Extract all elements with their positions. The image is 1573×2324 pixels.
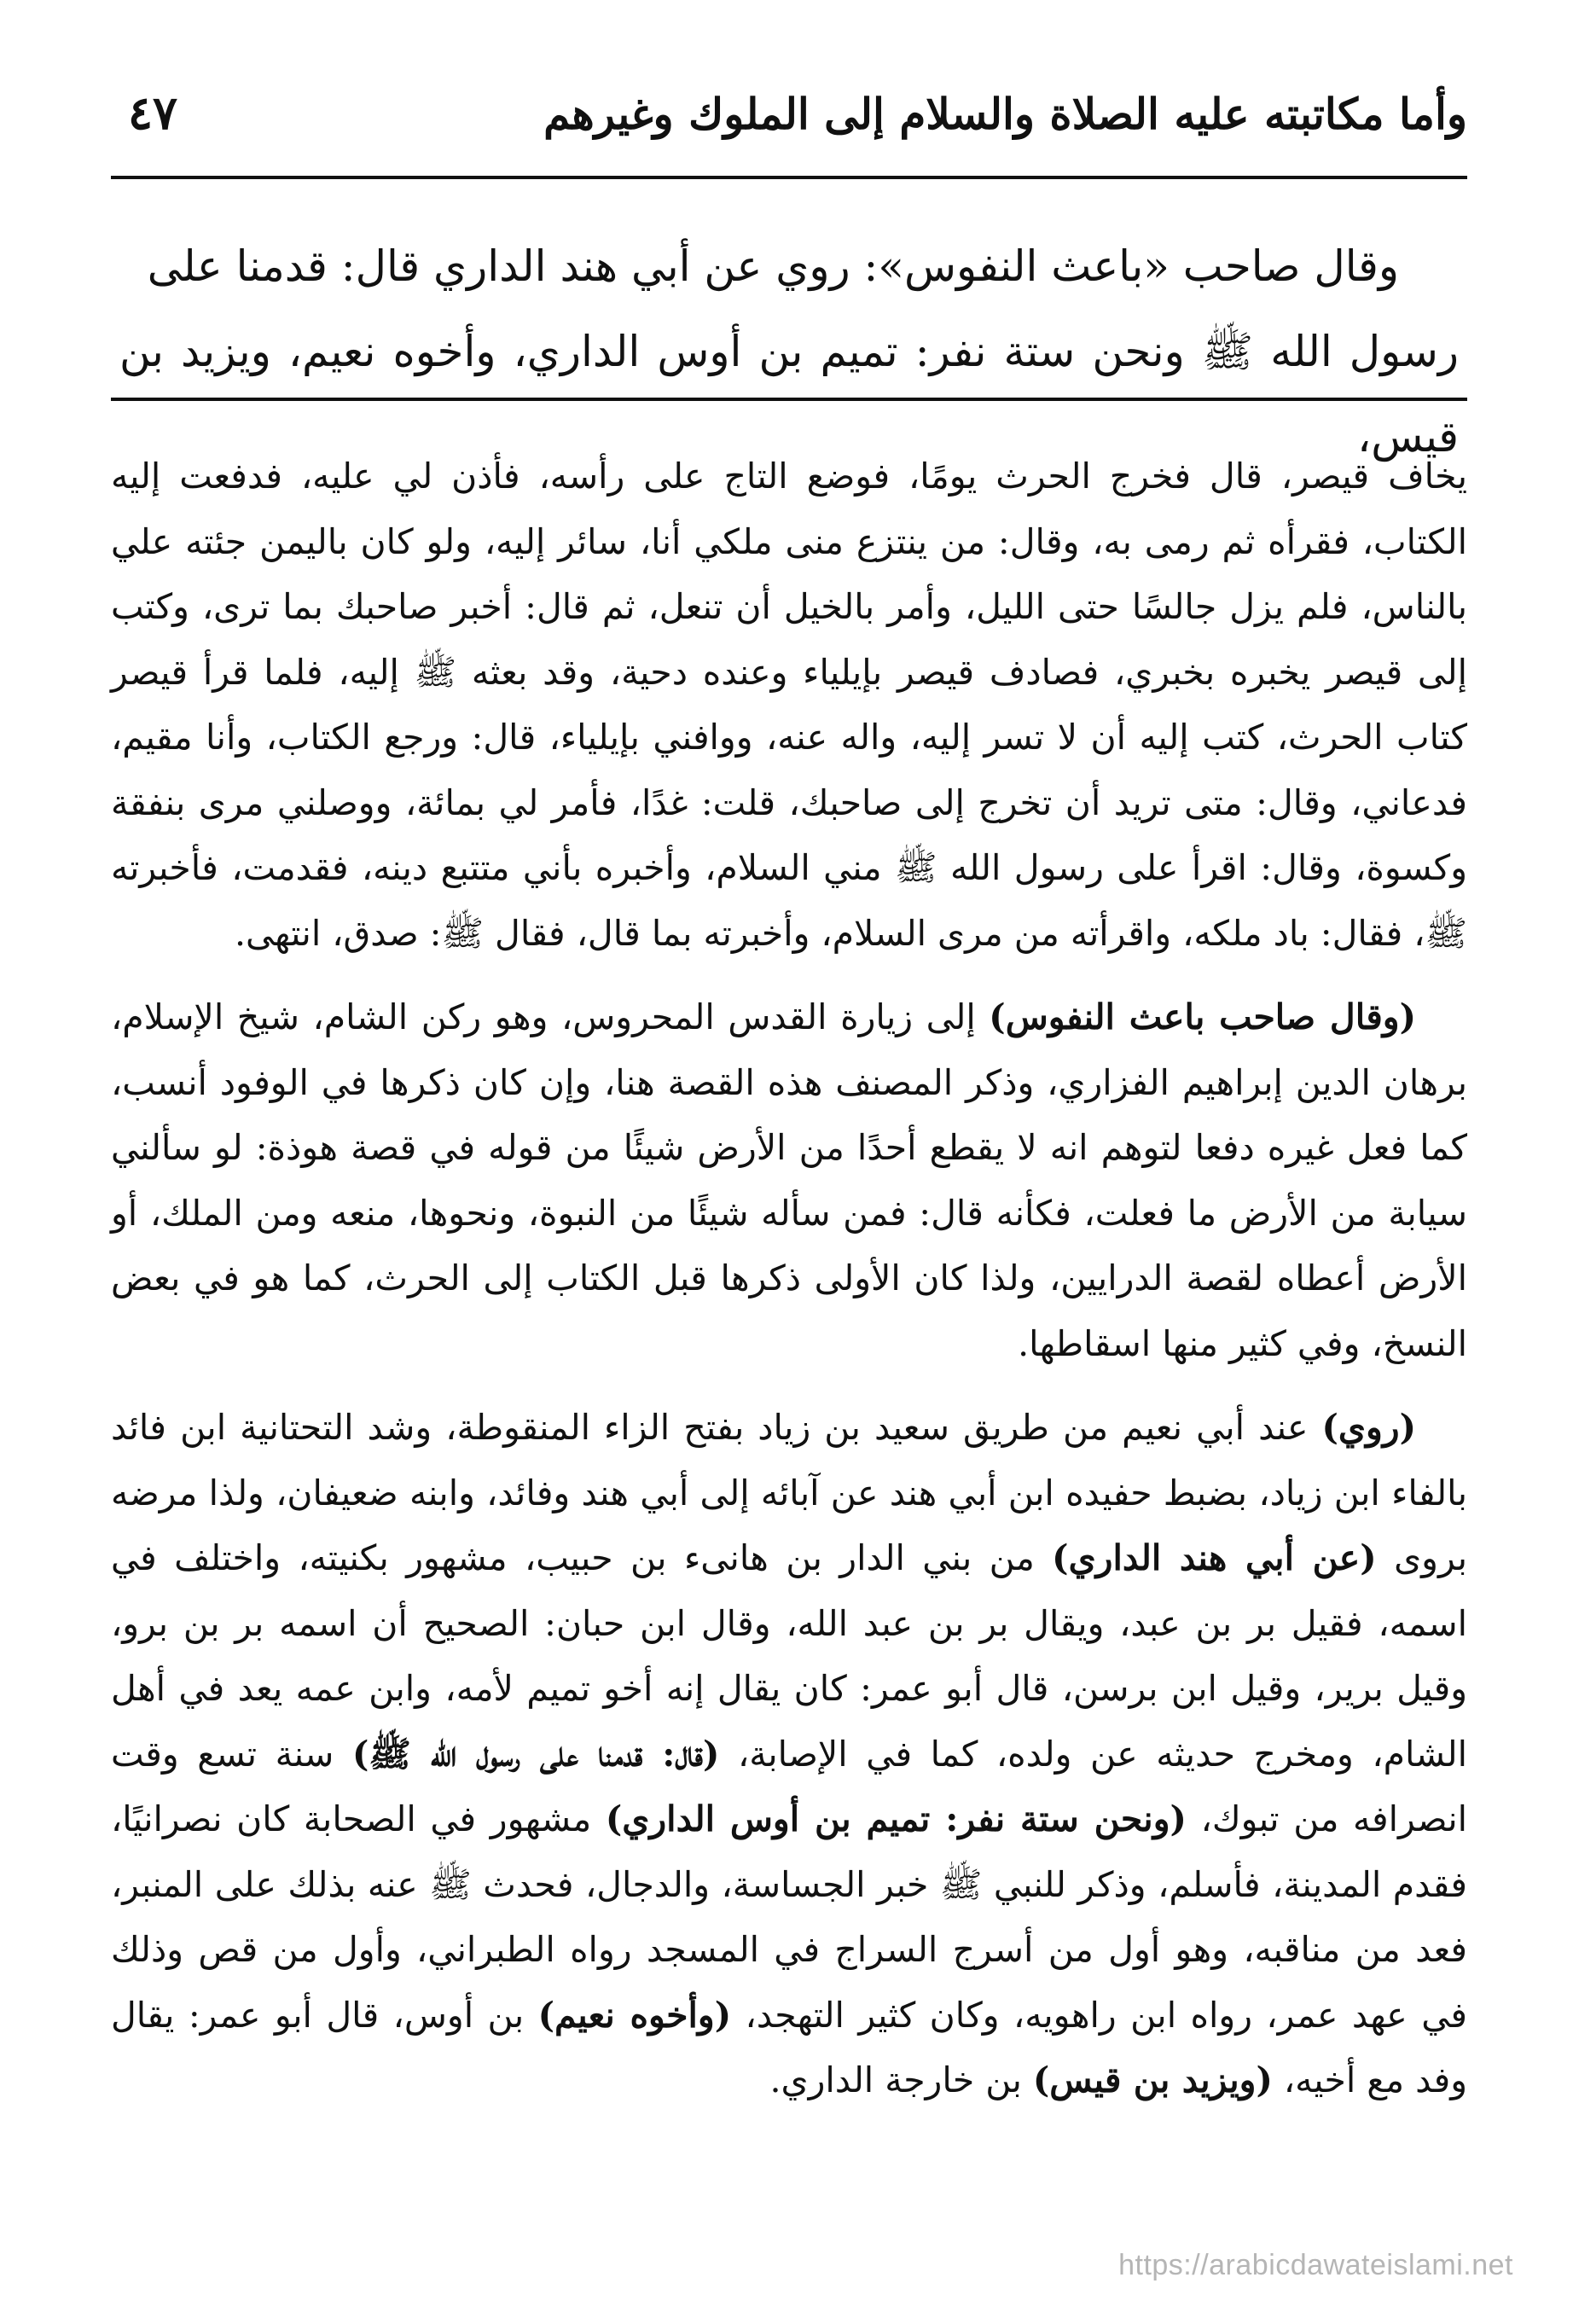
quoted-lemma: (وقال صاحب باعث النفوس) [989, 996, 1416, 1037]
quoted-lemma: (وأخوه نعيم) [537, 1994, 732, 2036]
header-divider [111, 176, 1467, 179]
quoted-lemma: (ونحن ستة نفر: تميم بن أوس الداري) [605, 1798, 1187, 1839]
running-title: وأما مكاتبته عليه الصلاة والسلام إلى الملوك وغيرهم [543, 89, 1467, 139]
main-text-line-1: وقال صاحب «باعث النفوس»: روي عن أبي هند الداري قال: قدمنا على [147, 241, 1399, 291]
page-header [111, 77, 1467, 171]
commentary-text: إلى زيارة القدس المحروس، وهو ركن الشام، شيخ الإسلام، برهان الدين إبراهيم الفزاري، وذكر المصنف هذه القصة هنا، وإن كان ذكرها في الوفود أنسب، كما فعل غيره دفعا لتوهم انه لا يقطع أحدًا من الأرض شيئًا من قوله في قصة هوذة: لو سألني سيابة من الأرض ما فعلت، فكأنه قال: فمن سأله شيئًا من النبوة، ونحوها، منعه ومن الملك، أو الأرض أعطاه لقصة الدرايين، ولذا كان الأولى ذكرها قبل الكتاب إلى الحرث، كما هو في بعض النسخ، وفي كثير منها اسقاطها. [111, 996, 1467, 1364]
main-text-block [119, 224, 1459, 479]
commentary-text: بن أوس، قال أبو عمر: يقال وفد مع أخيه، [111, 1994, 1467, 2100]
commentary-paragraph-3 [111, 1395, 1467, 2113]
commentary-text: سنة تسع وقت انصرافه من تبوك، [111, 1733, 1468, 1839]
main-text-line-2: رسول الله ﷺ ونحن ستة نفر: تميم بن أوس الداري، وأخوه نعيم، ويزيد بن قيس، [119, 327, 1459, 462]
page-number: ٤٧ [128, 85, 178, 140]
watermark-url: https://arabicdawateislami.net [1118, 2249, 1513, 2281]
commentary-text: مشهور في الصحابة كان نصرانيًا، فقدم المدينة، فأسلم، وذكر للنبي ﷺ خبر الجساسة، والدجال، فحدث ﷺ عنه بذلك على المنبر، فعد من مناقبه، وهو أول من أسرج السراج في المسجد رواه الطبراني، وأول من قص وذلك في عهد عمر، رواه ابن راهويه، وكان كثير التهجد، [111, 1798, 1467, 2036]
commentary-text: عند أبي نعيم من طريق سعيد بن زياد بفتح الزاء المنقوطة، وشد التحتانية ابن فائد بالفاء ابن زياد، بضبط حفيده ابن أبي هند عن آبائه إلى أبي هند وفائد، وابنه ضعيفان، ولذا مرضه بروى [111, 1407, 1467, 1578]
quoted-lemma: (قال: قدمنا على رسول الله ﷺ) [351, 1733, 720, 1775]
commentary-paragraph-2 [111, 985, 1467, 1376]
quoted-lemma: (ويزيد بن قيس) [1032, 2060, 1273, 2100]
commentary-divider [111, 398, 1467, 401]
quoted-lemma: (روي) [1321, 1407, 1416, 1448]
commentary-text: بن خارجة الداري. [769, 2060, 1033, 2100]
commentary-paragraph-1: يخاف قيصر، قال فخرج الحرث يومًا، فوضع التاج على رأسه، فأذن لي عليه، فدفعت إليه الكتاب، فقرأه ثم رمى به، وقال: من ينتزع منى ملكي أنا، سائر إليه، ولو كان باليمن جئته علي بالناس، فلم يزل جالسًا حتى الليل، وأمر بالخيل أن تنعل، ثم قال: أخبر صاحبك بما ترى، وكتب إلى قيصر يخبره بخبري، فصادف قيصر بإيلياء وعنده دحية، وقد بعثه ﷺ إليه، فلما قرأ قيصر كتاب الحرث، كتب إليه أن لا تسر إليه، واله عنه، ووافني بإيلياء، قال: ورجع الكتاب، وأنا مقيم، فدعاني، وقال: متى تريد أن تخرج إلى صاحبك، قلت: غدًا، فأمر لي بمائة، ووصلني مرى بنفقة وكسوة، وقال: اقرأ على رسول الله ﷺ مني السلام، وأخبره بأني متتبع دينه، فقدمت، فأخبرته ﷺ، فقال: باد ملكه، واقرأته من مرى السلام، وأخبرته بما قال، فقال ﷺ: صدق، انتهى. [111, 456, 1467, 954]
commentary-text: من بني الدار بن هانىء بن حبيب، مشهور بكنيته، واختلف في اسمه، فقيل بر بن عبد، ويقال بر بن عبد الله، وقال ابن حبان: الصحيح أن اسمه بر بن برو، وقيل برير، وقيل ابن برسن، قال أبو عمر: كان يقال إنه أخو تميم لأمه، وابن عمه يعد في أهل الشام، ومخرج حديثه عن ولده، كما في الإصابة، [111, 1537, 1467, 1775]
quoted-lemma: (عن أبي هند الداري) [1052, 1537, 1377, 1578]
commentary-block [111, 444, 1467, 2113]
